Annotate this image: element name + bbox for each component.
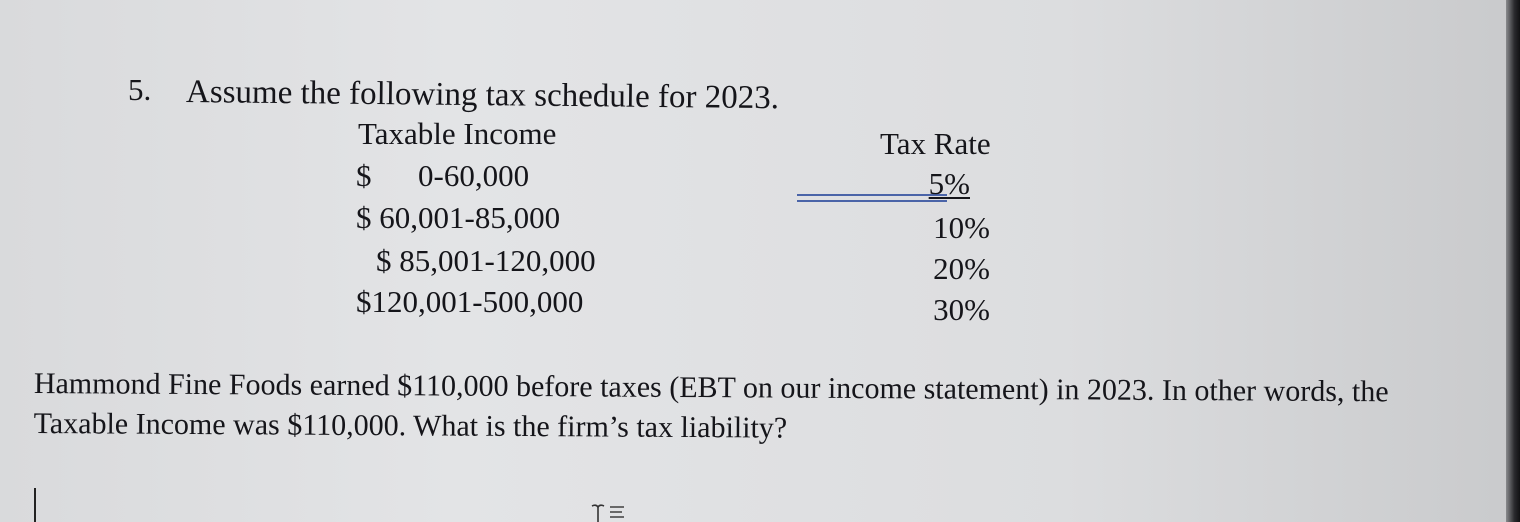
- tax-rate-2: 10%: [933, 210, 990, 245]
- income-bracket-2: $ 60,001-85,000: [356, 200, 561, 235]
- tax-rate-3: 20%: [933, 251, 990, 286]
- text-insertion-cursor: [34, 488, 36, 522]
- income-bracket-3: $ 85,001-120,000: [376, 243, 596, 278]
- tax-rate-header: Tax Rate: [880, 126, 991, 161]
- tax-rate-1: 5%: [928, 166, 970, 201]
- income-bracket-1: $ 0-60,000: [356, 158, 530, 193]
- taxable-income-header: Taxable Income: [358, 116, 557, 151]
- question-number: 5.: [128, 72, 152, 107]
- text-ibeam-cursor-icon: [590, 500, 630, 522]
- question-title: Assume the following tax schedule for 2023.: [185, 74, 780, 117]
- problem-statement: Hammond Fine Foods earned $110,000 before taxes (EBT on our income statement) in 2023. In other words, the Taxable Income was $110,000. What is the firm’s tax liability?: [33, 366, 1389, 445]
- screen-bezel-edge: [1506, 0, 1520, 522]
- income-bracket-4: $120,001-500,000: [356, 284, 584, 319]
- tax-rate-4: 30%: [933, 292, 990, 327]
